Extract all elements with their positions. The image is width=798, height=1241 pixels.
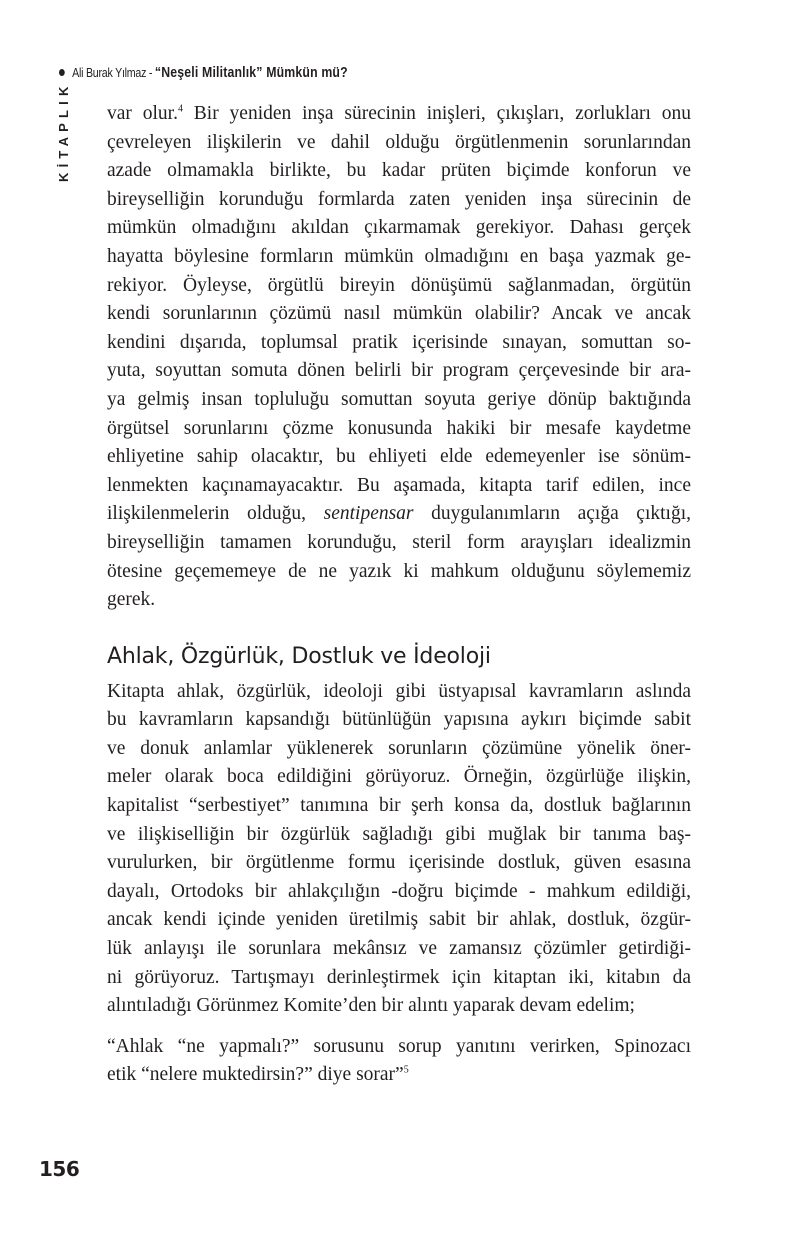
- text-line: çevreleyen ilişkilerin ve dahil olduğu örgütlenmenin sorunlarından: [107, 131, 691, 153]
- italic-term: sentipensar: [323, 503, 414, 525]
- text-line: ancak kendi içinde yeniden üretilmiş sabit bir ahlak, dostluk, özgür-: [107, 909, 691, 931]
- text-line: ötesine geçememeye de ne yazık ki mahkum olduğunu söylememiz: [107, 560, 691, 582]
- header-author: Ali Burak Yılmaz -: [72, 65, 155, 80]
- text-line: ya gelmiş insan topluluğu somuttan soyuta geriye dönüp baktığında: [107, 388, 691, 410]
- text-line: gerek.: [107, 589, 156, 611]
- footnote-marker-5: 5: [403, 1064, 409, 1076]
- text-line: var olur.$^4$ Bir yeniden inşa sürecinin inişleri, çıkışları, zorlukları onu: [107, 103, 691, 124]
- quote-paragraph: [107, 1033, 691, 1090]
- side-label-kitaplik: KİTAPLIK: [56, 81, 71, 182]
- text-line: ehliyetine sahip olacaktır, bu ehliyeti elde edemeyenler ise sönüm-: [107, 446, 691, 468]
- text-line: kendi sorunlarının çözümü nasıl mümkün olabilir? Ancak ve ancak: [107, 303, 691, 325]
- text-line: dayalı, Ortodoks bir ahlakçılığın -doğru biçimde - mahkum edildiği,: [107, 880, 691, 902]
- text-line: alıntıladığı Görünmez Komite’den bir alıntı yaparak devam edelim;: [107, 995, 635, 1017]
- text-line: azade olmamakla birlikte, bu kadar prüten biçimde konforun ve: [107, 160, 691, 182]
- text-line: lük anlayışı ile sorunlara mekânsız ve zamansız çözümler getirdiği-: [107, 938, 691, 960]
- page-content: [107, 100, 691, 1090]
- section-heading: Ahlak, Özgürlük, Dostluk ve İdeoloji: [107, 643, 491, 669]
- text-line: bireyselliğin korunduğu formlarda zaten yeniden inşa sürecinin de: [107, 188, 691, 210]
- text-line: mümkün olmadığını akıldan çıkarmamak gerekiyor. Dahası gerçek: [107, 217, 691, 239]
- text-line: “Ahlak “ne yapmalı?” sorusunu sorup yanıtını verirken, Spinozacı: [107, 1035, 691, 1057]
- page-number: 156: [39, 1157, 80, 1181]
- text-line: vurulurken, bir örgütlenme formu içerisinde dostluk, güven esasına: [107, 852, 691, 874]
- text-line: ve donuk anlamlar yüklenerek sorunların çözümüne yönelik öner-: [107, 737, 691, 759]
- text-line: lenmekten kaçınamayacaktır. Bu aşamada, kitapta tarif edilen, ince: [107, 474, 691, 496]
- text-line: ve ilişkiselliğin bir özgürlük sağladığı gibi muğlak bir tanıma baş-: [107, 823, 691, 845]
- text-line: meler olarak boca edildiğini görüyoruz. Örneğin, özgürlüğe ilişkin,: [107, 766, 691, 788]
- paragraph-2: [107, 678, 691, 1021]
- text-line: kendini dışarıda, toplumsal pratik içerisinde sınayan, somuttan so-: [107, 331, 691, 353]
- text-line: ni görüyoruz. Tartışmayı derinleştirmek için kitaptan iki, kitabın da: [107, 966, 691, 988]
- text-line: hayatta böylesine formların mümkün olmadığını en başa yazmak ge-: [107, 245, 691, 267]
- text-line: etik “nelere muktedirsin?” diye sorar”$^5$: [107, 1064, 409, 1086]
- text-line: bu kavramların kapsandığı bütünlüğün yapısına aykırı biçimde sabit: [107, 709, 691, 731]
- footnote-marker-4: 4: [177, 103, 183, 115]
- bullet-icon: [59, 69, 65, 76]
- paragraph-1: [107, 100, 691, 615]
- text-line: örgütsel sorunlarını çözme konusunda hakiki bir mesafe kaydetme: [107, 417, 691, 439]
- text-line: kapitalist “serbestiyet” tanımına bir şerh konsa da, dostluk bağlarının: [107, 795, 691, 817]
- text-line: rekiyor. Öyleyse, örgütlü bireyin dönüşümü sağlanmadan, örgütün: [107, 274, 691, 296]
- header-title: “Neşeli Militanlık” Mümkün mü?: [154, 64, 348, 81]
- text-line: bireyselliğin tamamen korunduğu, steril form arayışları idealizmin: [107, 531, 691, 553]
- text-line: ilişkilenmelerin olduğu, sentipensar duygulanımların açığa çıktığı,: [107, 503, 692, 525]
- text-line: yuta, soyuttan somuta dönen belirli bir program çerçevesinde bir ara-: [107, 360, 691, 382]
- running-head: [59, 64, 348, 81]
- text-line: Kitapta ahlak, özgürlük, ideoloji gibi üstyapısal kavramların aslında: [107, 680, 691, 702]
